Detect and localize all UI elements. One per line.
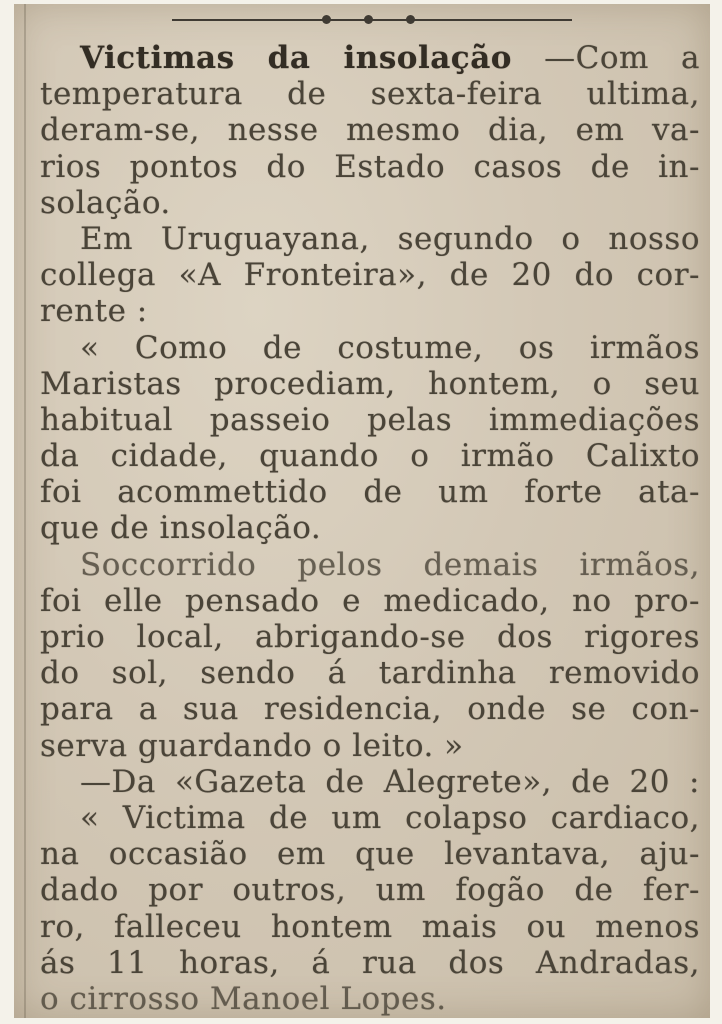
article-line: —Da «Gazeta de Alegrete», de 20 : <box>80 763 700 800</box>
article-line: Em Uruguayana, segundo o nosso <box>80 220 700 257</box>
article-line: ro, falleceu hontem mais ou menos <box>40 908 700 945</box>
article-line: o cirrosso Manoel Lopes. <box>40 980 447 1017</box>
article-line: temperatura de sexta-feira ultima, <box>40 76 700 113</box>
article-line: foi elle pensado e medicado, no pro- <box>40 582 700 619</box>
article-line: habitual passeio pelas immediações <box>40 401 700 438</box>
article-line: Maristas procediam, hontem, o seu <box>40 365 700 402</box>
article-line: ás 11 horas, á rua dos Andradas, <box>40 944 700 981</box>
article-line: rente : <box>40 293 148 330</box>
article-line-text: —Com a <box>544 40 700 76</box>
ornament-dot <box>406 15 415 24</box>
ornamental-rule <box>172 14 572 26</box>
article-line: para a sua residencia, onde se con- <box>40 691 700 728</box>
article-line: na occasião em que levantava, aju- <box>40 836 700 873</box>
article-heading: Victimas da insolação <box>80 40 512 76</box>
article-line: do sol, sendo á tardinha removido <box>40 655 700 692</box>
article-line: rios pontos do Estado casos de in- <box>40 148 700 185</box>
article-line: solação. <box>40 184 171 221</box>
article-line: que de insolação. <box>40 510 322 547</box>
article-line: prio local, abrigando-se dos rigores <box>40 619 700 655</box>
article-line: Soccorrido pelos demais irmãos, <box>80 546 700 583</box>
ornament-dot <box>322 15 331 24</box>
article-line: « Como de costume, os irmãos <box>80 329 700 366</box>
article-line: collega «A Fronteira», de 20 do cor- <box>40 257 700 294</box>
newspaper-clipping <box>14 4 710 1018</box>
ornament-dot <box>364 15 373 24</box>
article-line: foi acommettido de um forte ata- <box>40 474 700 511</box>
article-body <box>40 40 700 1017</box>
article-line: « Victima de um colapso cardiaco, <box>80 799 700 836</box>
article-line: da cidade, quando o irmão Calixto <box>40 438 700 475</box>
article-line <box>40 40 700 76</box>
article-line: serva guardando o leito. » <box>40 727 464 764</box>
article-line: dado por outros, um fogão de fer- <box>40 872 700 909</box>
article-line: deram-se, nesse mesmo dia, em va- <box>40 112 700 149</box>
